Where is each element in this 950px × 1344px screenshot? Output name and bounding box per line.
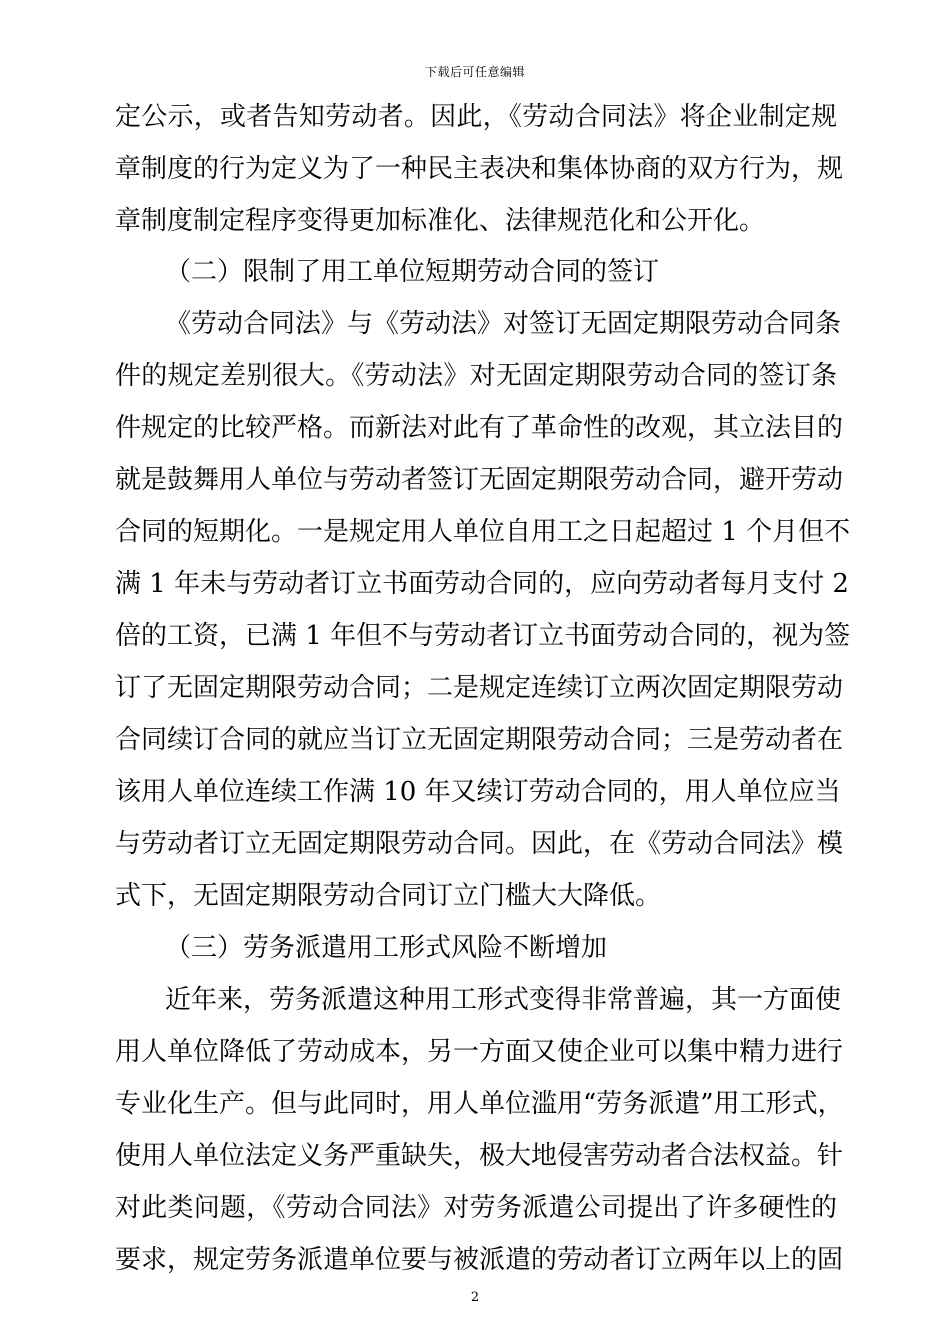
line-text: 用人单位降低了劳动成本，另一方面又使企业可以集中精力进行	[115, 1037, 844, 1067]
line-text: 满 1 年未与劳动者订立书面劳动合同的，应向劳动者每月支付 2	[115, 569, 849, 599]
line-text: 对此类问题，《劳动合同法》对劳务派遣公司提出了许多硬性的	[115, 1193, 837, 1223]
text-line	[0, 870, 950, 922]
text-line	[0, 610, 950, 662]
text-line	[0, 1026, 950, 1078]
line-text: 使用人单位法定义务严重缺失，极大地侵害劳动者合法权益。针	[115, 1141, 844, 1171]
line-text: 定公示，或者告知劳动者。因此，《劳动合同法》将企业制定规	[115, 102, 837, 132]
line-text: 合同续订合同的就应当订立无固定期限劳动合同；三是劳动者在	[115, 725, 844, 755]
text-line	[0, 714, 950, 766]
text-line	[0, 662, 950, 714]
text-line	[0, 143, 950, 195]
text-line	[0, 1130, 950, 1182]
section-heading	[0, 922, 950, 974]
page-number: 2	[470, 1290, 480, 1305]
line-text: 近年来，劳务派遣这种用工形式变得非常普遍，其一方面使	[165, 985, 842, 1015]
text-line	[0, 350, 950, 402]
line-text: 就是鼓舞用人单位与劳动者签订无固定期限劳动合同，避开劳动	[115, 465, 844, 495]
text-line	[0, 1182, 950, 1234]
text-line	[0, 195, 950, 247]
text-line	[0, 974, 950, 1026]
text-line	[0, 1234, 950, 1286]
heading-text: （三）劳务派遣用工形式风险不断增加	[165, 933, 608, 963]
line-text: 件的规定差别很大。《劳动法》对无固定期限劳动合同的签订条	[115, 361, 837, 391]
line-text: 式下，无固定期限劳动合同订立门槛大大降低。	[115, 881, 662, 911]
text-line	[0, 91, 950, 143]
text-line	[0, 1078, 950, 1130]
line-text: 《劳动合同法》与《劳动法》对签订无固定期限劳动合同条	[165, 309, 842, 339]
heading-text: （二）限制了用工单位短期劳动合同的签订	[165, 257, 660, 287]
line-text: 与劳动者订立无固定期限劳动合同。因此，在《劳动合同法》模	[115, 829, 844, 859]
text-line	[0, 298, 950, 350]
line-text: 合同的短期化。一是规定用人单位自用工之日起超过 1 个月但不	[115, 517, 851, 547]
section-heading	[0, 246, 950, 298]
text-line	[0, 454, 950, 506]
line-text: 章制度制定程序变得更加标准化、法律规范化和公开化。	[115, 206, 766, 236]
text-line	[0, 506, 950, 558]
text-line	[0, 402, 950, 454]
text-line	[0, 818, 950, 870]
header-note: 下载后可任意编辑	[424, 65, 525, 79]
line-text: 订了无固定期限劳动合同；二是规定连续订立两次固定期限劳动	[115, 673, 844, 703]
line-text: 该用人单位连续工作满 10 年又续订劳动合同的，用人单位应当	[115, 777, 841, 807]
text-line	[0, 766, 950, 818]
line-text: 倍的工资，已满 1 年但不与劳动者订立书面劳动合同的，视为签	[115, 621, 851, 651]
line-text: 要求，规定劳务派遣单位要与被派遣的劳动者订立两年以上的固	[115, 1245, 844, 1275]
line-text: 章制度的行为定义为了一种民主表决和集体协商的双方行为，规	[115, 154, 844, 184]
text-line	[0, 558, 950, 610]
line-text: 专业化生产。但与此同时，用人单位滥用“劳务派遣”用工形式，	[115, 1089, 844, 1119]
line-text: 件规定的比较严格。而新法对此有了革命性的改观，其立法目的	[115, 413, 844, 443]
